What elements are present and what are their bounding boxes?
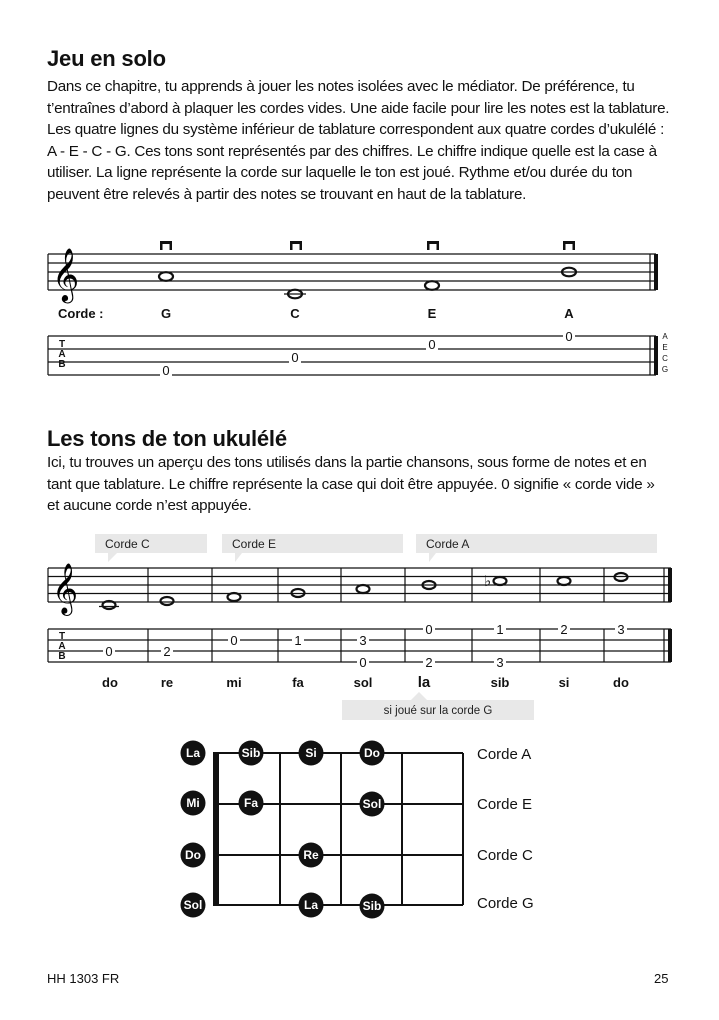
note-name: sol: [353, 675, 373, 690]
tab-number: 2: [560, 622, 568, 637]
flat-sign-icon: ♭: [484, 572, 492, 590]
string-letter: A: [662, 332, 668, 341]
footer-code: HH 1303 FR: [47, 971, 120, 986]
note-name: sib: [490, 675, 510, 690]
fret-dot-do: Do: [185, 848, 201, 862]
tab-number: 1: [496, 622, 504, 637]
callout-corde-e: Corde E: [232, 537, 277, 551]
string-letter: G: [661, 365, 669, 374]
tab-number: 0: [105, 644, 113, 659]
note-name: fa: [292, 675, 304, 690]
tab-letter: A: [58, 641, 66, 652]
tab-number: 0: [359, 655, 367, 670]
fret-dot-si: Si: [305, 746, 317, 760]
note-name: do: [102, 675, 118, 690]
note-name: re: [160, 675, 174, 690]
section1-paragraph: Dans ce chapitre, tu apprends à jouer les notes isolées avec le médiator. De préférence, tu t’entraînes d’abord à plaquer les cordes vides. Une aide facile pour lire les notes est la tablature. Les quatre lignes du système inférieur de tablature correspondent aux quatre cordes d’ukulélé : A - E - C - G. Ces tons sont représentés par des chiffres. Le chiffre indique quelle est la case à utiliser. La ligne représente la corde sur laquelle le ton est joué. Rythme et/ou durée du ton peuvent être relevés à partir des notes se trouvant en haut de la tablature.: [47, 78, 670, 203]
callout-corde-c: Corde C: [105, 537, 150, 551]
corde-label: Corde :: [58, 306, 104, 321]
fret-dot-fa: Fa: [243, 796, 259, 810]
fret-dot-sib: Sib: [362, 899, 382, 913]
page-number: 25: [654, 971, 669, 986]
tab-number: 0: [162, 363, 170, 378]
tab-letter: T: [58, 339, 66, 350]
tab-number: 2: [425, 655, 433, 670]
fret-string-label-e: Corde E: [477, 796, 533, 813]
callout-corde-a: Corde A: [426, 537, 470, 551]
fret-dot-sol: Sol: [362, 797, 382, 811]
string-name: A: [564, 306, 574, 321]
tab-number: 0: [425, 622, 433, 637]
fret-string-label-g: Corde G: [477, 895, 534, 912]
string-name: E: [427, 306, 437, 321]
fret-dot-re: Re: [303, 848, 319, 862]
note-name: do: [613, 675, 629, 690]
tab-letter: B: [58, 359, 66, 370]
tab-number: 0: [565, 329, 573, 344]
footnote-si: si joué sur la corde G: [383, 705, 493, 717]
fret-dot-sib: Sib: [241, 746, 261, 760]
fret-dot-do: Do: [364, 746, 380, 760]
fret-dot-mi: Mi: [186, 796, 200, 810]
tab-number: 2: [163, 644, 171, 659]
fret-string-label-c: Corde C: [477, 847, 533, 864]
string-name: G: [160, 306, 172, 321]
tab-number: 0: [291, 350, 299, 365]
string-letter: E: [662, 343, 668, 352]
tab-letter: T: [58, 631, 66, 642]
string-name: C: [290, 306, 300, 321]
note-name: la: [417, 674, 431, 691]
section1-title: Jeu en solo: [47, 46, 166, 71]
note-name: mi: [226, 675, 242, 690]
tab-number: 1: [294, 633, 302, 648]
tab-number: 0: [428, 337, 436, 352]
section2-title: Les tons de ton ukulélé: [47, 426, 287, 451]
note-name: si: [558, 675, 570, 690]
tab-number: 3: [359, 633, 367, 648]
tab-letter: B: [58, 651, 66, 662]
fret-dot-sol: Sol: [183, 898, 203, 912]
fret-string-label-a: Corde A: [477, 746, 532, 763]
tab-number: 3: [496, 655, 504, 670]
string-letter: C: [662, 354, 668, 363]
fret-dot-la: La: [303, 898, 319, 912]
treble-clef-icon: 𝄞: [52, 563, 79, 614]
fret-dot-la: La: [185, 746, 201, 760]
tab-number: 0: [230, 633, 238, 648]
section2-paragraph: Ici, tu trouves un aperçu des tons utilisés dans la partie chansons, sous forme de notes et en tant que tablature. Le chiffre représente la case qui doit être appuyée. 0 signifie « corde vide » et aucune corde n’est appuyée.: [47, 454, 655, 514]
treble-clef-icon: 𝄞: [52, 247, 80, 301]
tab-letter: A: [58, 349, 66, 360]
tab-number: 3: [617, 622, 625, 637]
